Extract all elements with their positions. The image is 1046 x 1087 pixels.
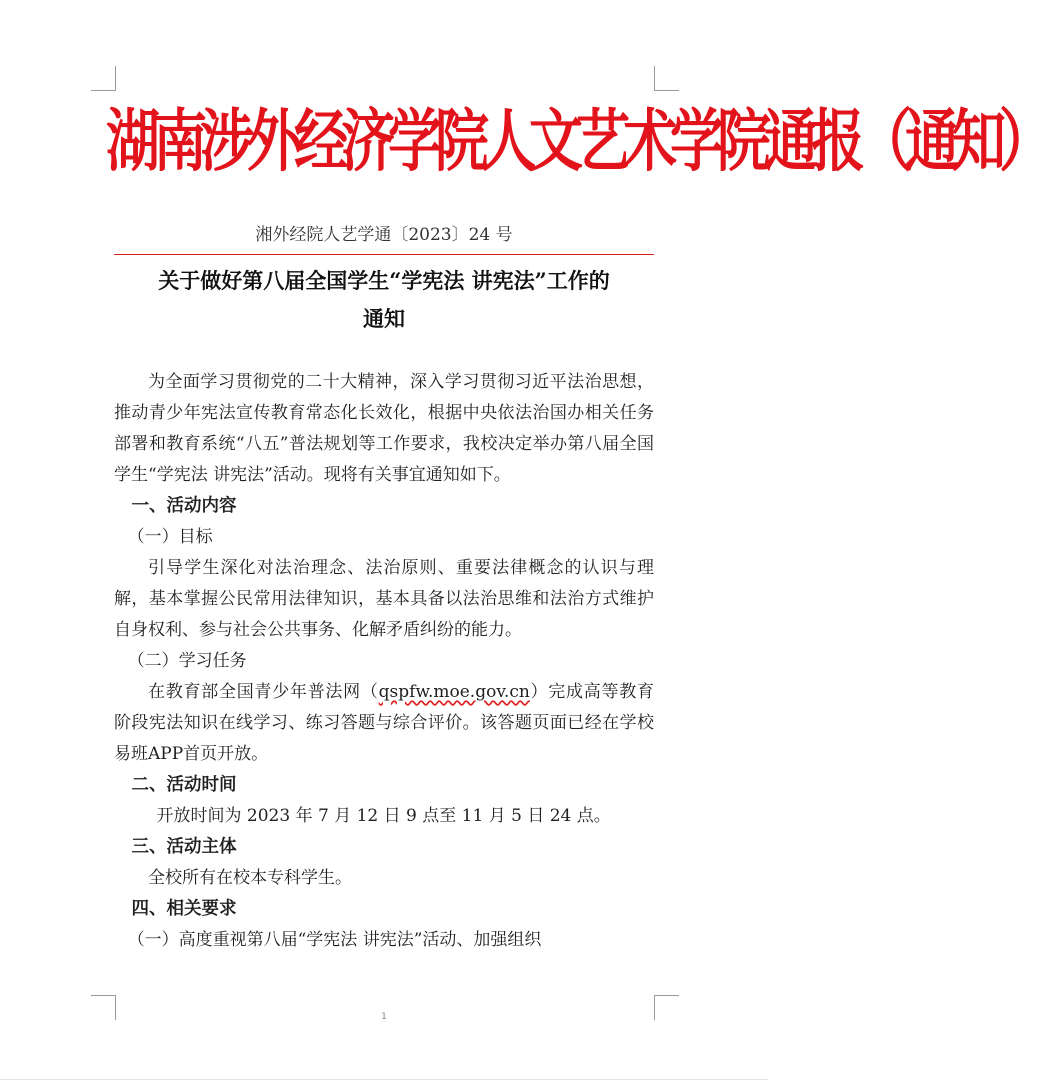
section-1-1-heading: （一）目标 bbox=[127, 527, 213, 547]
notice-title-line-2: 通知 bbox=[363, 306, 405, 331]
document-number: 湘外经院人艺学通〔2023〕24 号 bbox=[255, 225, 513, 245]
section-4-heading: 四、相关要求 bbox=[131, 899, 237, 919]
crop-mark-bottom-left bbox=[91, 995, 116, 1020]
intro-paragraph: 为全面学习贯彻党的二十大精神，深入学习贯彻习近平法治思想，推动青少年宪法宣传教育常态化长效化，根据中央依法治国办相关任务部署和教育系统“八五”普法规划等工作要求，我校决定举办第八届全国学生“学宪法 讲宪法”活动。现将有关事宜通知如下。 bbox=[114, 372, 654, 485]
section-4-1-text: （一）高度重视第八届“学宪法 讲宪法”活动、加强组织 bbox=[127, 930, 542, 950]
section-1-2-text-a: 在教育部全国青少年普法网（ bbox=[148, 682, 379, 702]
masthead-title: 湖南涉外经济学院人文艺术学院通报（通知） bbox=[106, 102, 1046, 181]
red-divider-line bbox=[114, 254, 654, 255]
website-link[interactable]: qspfw.moe.gov.cn bbox=[378, 682, 530, 702]
notice-title-line-1: 关于做好第八届全国学生“学宪法 讲宪法”工作的 bbox=[158, 268, 610, 293]
section-1-2-heading: （二）学习任务 bbox=[127, 651, 247, 671]
section-3-text: 全校所有在校本专科学生。 bbox=[148, 868, 352, 888]
section-1-1-text: 引导学生深化对法治理念、法治原则、重要法律概念的认识与理解，基本掌握公民常用法律知识，基本具备以法治思维和法治方式维护自身权利、参与社会公共事务、化解矛盾纠纷的能力。 bbox=[114, 558, 654, 640]
page-number: 1 bbox=[381, 1012, 387, 1022]
section-1-heading: 一、活动内容 bbox=[131, 496, 237, 516]
page-bottom-edge bbox=[0, 1079, 768, 1080]
crop-mark-bottom-right bbox=[654, 995, 679, 1020]
notice-title bbox=[114, 262, 654, 338]
document-body bbox=[114, 367, 654, 956]
section-2-heading: 二、活动时间 bbox=[131, 775, 237, 795]
section-2-text: 开放时间为 2023 年 7 月 12 日 9 点至 11 月 5 日 24 点。 bbox=[156, 806, 611, 826]
section-1-2-text bbox=[114, 677, 654, 770]
section-1-2-text-b: ）完成高等教育阶段宪法知识在线学习、练习答题与综合评价。该答题页面已经在学校易班APP首页开放。 bbox=[114, 682, 655, 764]
section-3-heading: 三、活动主体 bbox=[131, 837, 237, 857]
